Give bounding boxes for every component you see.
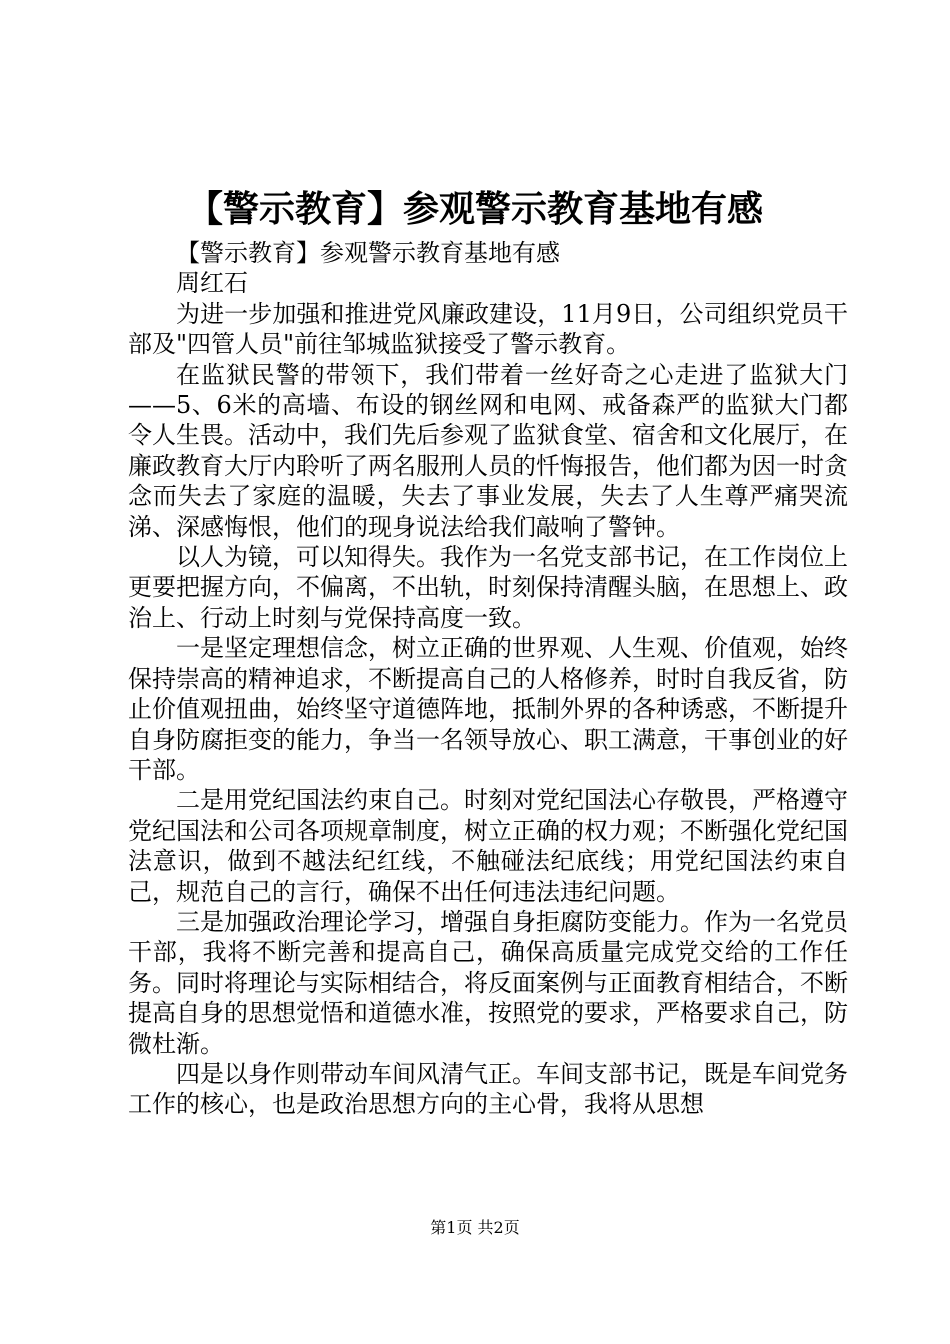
paragraph-point-three: 三是加强政治理论学习，增强自身拒腐防变能力。作为一名党员干部，我将不断完善和提高自己，确保高质量完成党交给的工作任务。同时将理论与实际相结合，将反面案例与正面教育相结合，不断提高自身的思想觉悟和道德水准，按照党的要求，严格要求自己，防微杜渐。: [128, 907, 848, 1058]
document-body: [128, 238, 848, 1120]
document-title: 【警示教育】参观警示教育基地有感: [186, 188, 763, 230]
paragraph-author: 周红石: [176, 269, 248, 298]
paragraph-subtitle: 【警示教育】参观警示教育基地有感: [176, 239, 560, 267]
paragraph-intro: 为进一步加强和推进党风廉政建设，11月9日，公司组织党员干部及"四管人员"前往邹城监狱接受了警示教育。: [128, 299, 848, 359]
paragraph-point-two: 二是用党纪国法约束自己。时刻对党纪国法心存敬畏，严格遵守党纪国法和公司各项规章制度，树立正确的权力观；不断强化党纪国法意识，做到不越法纪红线，不触碰法纪底线；用党纪国法约束自己，规范自己的言行，确保不出任何违法违纪问题。: [128, 786, 848, 906]
paragraph-point-one: 一是坚定理想信念，树立正确的世界观、人生观、价值观，始终保持崇高的精神追求，不断提高自己的人格修养，时时自我反省，防止价值观扭曲，始终坚守道德阵地，抵制外界的各种诱惑，不断提升自身防腐拒变的能力，争当一名领导放心、职工满意，干事创业的好干部。: [128, 634, 848, 784]
page-footer: 第1页 共2页: [430, 1218, 520, 1237]
paragraph-reflection: 以人为镜，可以知得失。我作为一名党支部书记，在工作岗位上更要把握方向，不偏离，不出轨，时刻保持清醒头脑，在思想上、政治上、行动上时刻与党保持高度一致。: [128, 543, 848, 632]
paragraph-visit: 在监狱民警的带领下，我们带着一丝好奇之心走进了监狱大门——5、6米的高墙、布设的钢丝网和电网、戒备森严的监狱大门都令人生畏。活动中，我们先后参观了监狱食堂、宿舍和文化展厅，在廉政教育大厅内聆听了两名服刑人员的忏悔报告，他们都为因一时贪念而失去了家庭的温暖，失去了事业发展，失去了人生尊严痛哭流涕、深感悔恨，他们的现身说法给我们敲响了警钟。: [128, 360, 848, 541]
paragraph-point-four: 四是以身作则带动车间风清气正。车间支部书记，既是车间党务工作的核心，也是政治思想方向的主心骨，我将从思想: [128, 1059, 848, 1119]
